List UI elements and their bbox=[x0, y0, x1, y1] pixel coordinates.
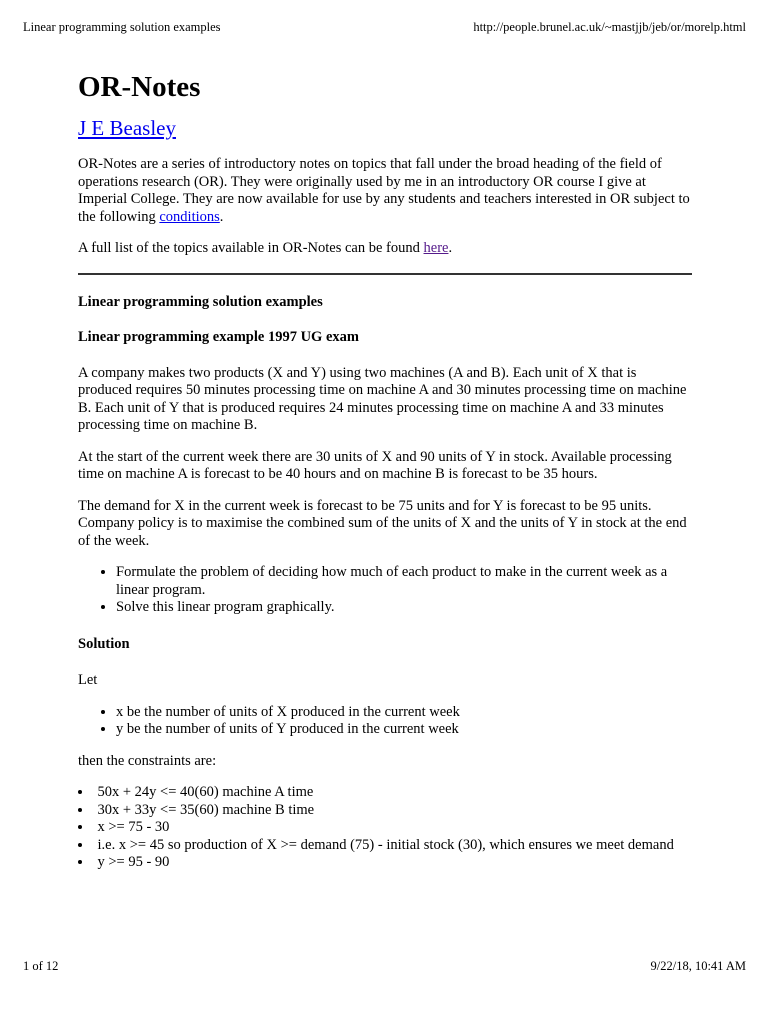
problem-paragraph-2: At the start of the current week there are 30 units of X and 90 units of Y in stock. Available processing time on machine A is forecast to be 40 hours and on machine B is forecast to be 35 hours. bbox=[78, 448, 672, 482]
conditions-link[interactable]: conditions bbox=[159, 208, 220, 225]
topics-paragraph bbox=[78, 240, 692, 258]
list-item: • Solve this linear program graphically. bbox=[116, 599, 692, 617]
list-item: • 30x + 33y <= 35(60) machine B time bbox=[78, 802, 692, 820]
list-item: • Formulate the problem of deciding how much of each product to make in the current week as a linear program. bbox=[116, 564, 692, 599]
constraint-list bbox=[78, 784, 692, 872]
intro-paragraph bbox=[78, 156, 692, 226]
document-body bbox=[78, 68, 692, 872]
constraints-intro: then the constraints are: bbox=[78, 752, 217, 769]
problem-paragraph-3: The demand for X in the current week is forecast to be 75 units and for Y is forecast to be 95 units. Company policy is to maximise the combined sum of the units of X and the units of Y in stock at the end of the week. bbox=[78, 497, 687, 549]
page-heading: OR-Notes bbox=[78, 71, 201, 103]
problem-paragraph-1: A company makes two products (X and Y) using two machines (A and B). Each unit of X that is produced requires 50 minutes processing time on machine A and 30 minutes processing time on machine B. Each unit of Y that is produced requires 24 minutes processing time on machine A and 33 minutes processing time on machine B. bbox=[78, 364, 687, 433]
example-title: Linear programming example 1997 UG exam bbox=[78, 329, 359, 345]
author-link[interactable]: J E Beasley bbox=[78, 116, 176, 140]
print-datetime: 9/22/18, 10:41 AM bbox=[650, 959, 746, 973]
intro-text: OR-Notes are a series of introductory notes on topics that fall under the broad heading of the field of operations research (OR). They were originally used by me in an introductory OR course I give at Imperial College. They are now available for use by any students and teachers interested in OR subject to the following bbox=[78, 156, 690, 225]
let-text: Let bbox=[78, 672, 98, 688]
variable-list bbox=[78, 704, 692, 739]
section-title: Linear programming solution examples bbox=[78, 293, 323, 310]
solution-title: Solution bbox=[78, 635, 130, 652]
list-item: • 50x + 24y <= 40(60) machine A time bbox=[78, 784, 692, 802]
topics-text: A full list of the topics available in OR-Notes can be found bbox=[78, 240, 424, 256]
divider bbox=[78, 273, 692, 275]
topics-here-link[interactable]: here bbox=[423, 240, 449, 256]
list-item: • y be the number of units of Y produced in the current week bbox=[116, 721, 692, 739]
list-item: • y >= 95 - 90 bbox=[78, 854, 692, 872]
page-count: 1 of 12 bbox=[23, 959, 59, 973]
author-heading bbox=[78, 115, 692, 142]
topics-text-end: . bbox=[448, 240, 453, 256]
browser-page-title: Linear programming solution examples bbox=[23, 20, 221, 34]
task-list bbox=[78, 564, 692, 617]
browser-page-url: http://people.brunel.ac.uk/~mastjjb/jeb/or/morelp.html bbox=[473, 20, 746, 34]
list-item: • i.e. x >= 45 so production of X >= demand (75) - initial stock (30), which ensures we meet demand bbox=[78, 837, 692, 855]
intro-text-end: . bbox=[219, 208, 224, 225]
list-item: • x be the number of units of X produced in the current week bbox=[116, 704, 692, 722]
list-item: • x >= 75 - 30 bbox=[78, 819, 692, 837]
